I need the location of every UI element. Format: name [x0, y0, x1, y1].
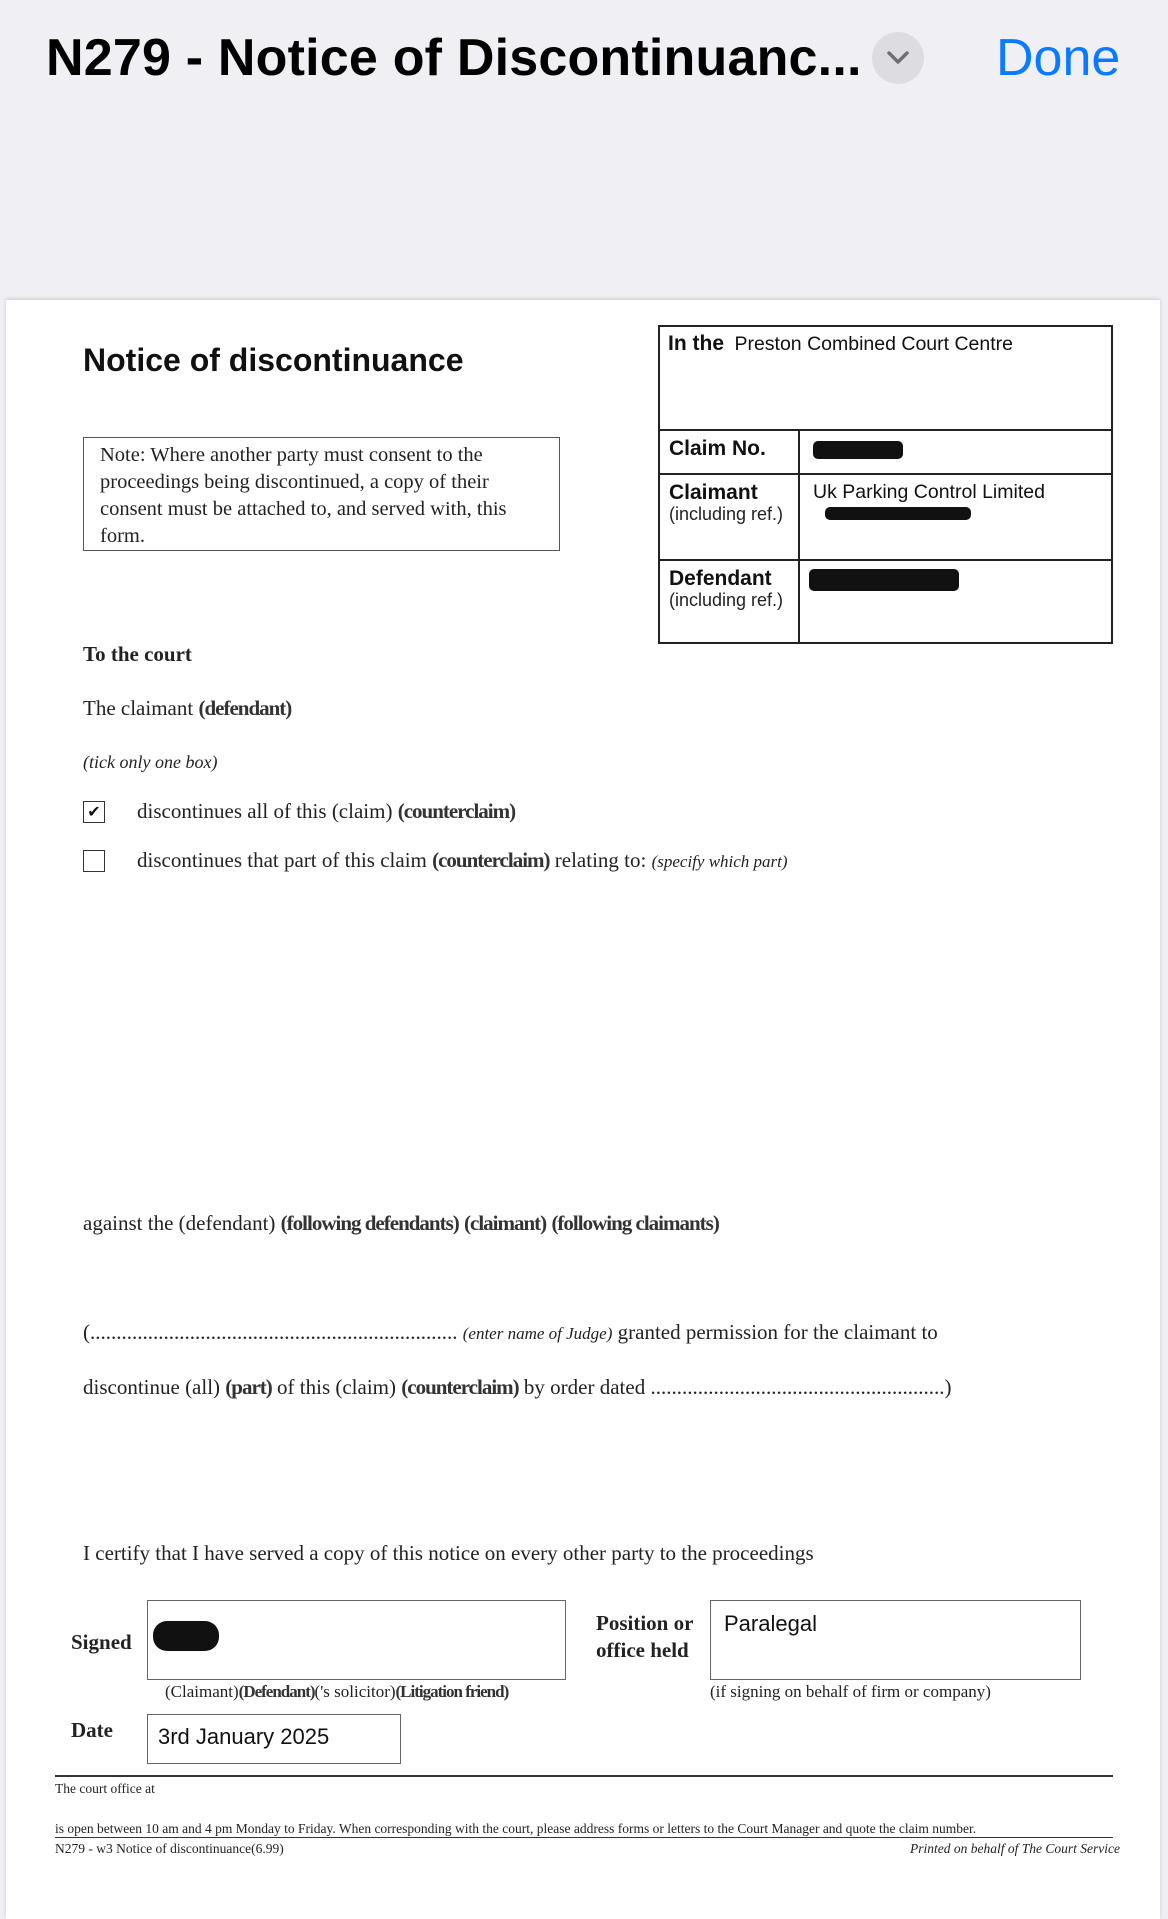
claim-no-label: Claim No. — [669, 437, 766, 460]
done-button[interactable]: Done — [996, 29, 1121, 87]
office-hours-text: is open between 10 am and 4 pm Monday to Friday. When corresponding with the court, please address forms or letters to the Court Manager and quote the claim number. — [55, 1821, 977, 1836]
discontinue-all-checkbox[interactable] — [83, 801, 105, 823]
in-the-label: In the — [668, 332, 724, 355]
option-part-row — [83, 850, 105, 872]
signature-field[interactable] — [147, 1600, 566, 1680]
claimant-name: Uk Parking Control Limited — [813, 481, 1045, 503]
signed-label: Signed — [71, 1630, 132, 1654]
redacted-signature — [153, 1621, 219, 1651]
claimant-statement: The claimant (defendant) — [83, 696, 292, 720]
claim-no-row — [660, 431, 1111, 475]
claimant-row — [660, 475, 1111, 561]
redacted-defendant-name — [809, 569, 959, 591]
redacted-claim-number — [813, 441, 903, 459]
form-heading: Notice of discontinuance — [83, 342, 464, 378]
claimant-label: Claimant — [669, 481, 758, 504]
printed-on-behalf: Printed on behalf of The Court Service — [910, 1841, 1120, 1856]
defendant-label: Defendant — [669, 567, 772, 590]
redacted-claimant-ref — [825, 507, 971, 520]
consent-note: Note: Where another party must consent to the proceedings being discontinued, a copy of their consent must be attached to, and served with, this form. — [83, 437, 560, 551]
date-label: Date — [71, 1718, 113, 1742]
position-field[interactable]: Paralegal — [710, 1600, 1081, 1680]
tick-instruction: (tick only one box) — [83, 752, 218, 772]
position-label: Position or office held — [596, 1611, 694, 1662]
struck-defendant: (defendant) — [198, 696, 292, 720]
option-all-row — [83, 801, 105, 823]
footer-rule — [55, 1837, 1113, 1838]
court-office-text: The court office at — [55, 1781, 155, 1796]
court-row — [660, 327, 1111, 431]
defendant-row — [660, 561, 1111, 642]
document-title: N279 - Notice of Discontinuanc... — [46, 29, 862, 87]
option-all-text: discontinues all of this (claim) (counterclaim) — [137, 799, 516, 823]
judge-permission-line: (...................................................................... (enter name of Judge) granted permission for the claimant to — [83, 1320, 938, 1344]
nav-bar — [0, 0, 1168, 300]
claimant-sub-label: (including ref.) — [669, 504, 784, 524]
defendant-sub-label: (including ref.) — [669, 590, 784, 610]
title-menu-button[interactable] — [872, 32, 924, 84]
option-part-text: discontinues that part of this claim (counterclaim) relating to: (specify which part) — [137, 848, 788, 872]
chevron-down-icon — [886, 50, 910, 66]
position-caption: (if signing on behalf of firm or company) — [710, 1682, 991, 1701]
form-identifier: N279 - w3 Notice of discontinuance(6.99) — [55, 1841, 284, 1856]
court-name: Preston Combined Court Centre — [734, 333, 1014, 355]
date-field[interactable]: 3rd January 2025 — [147, 1714, 401, 1764]
discontinue-part-checkbox[interactable] — [83, 850, 105, 872]
to-the-court-heading: To the court — [83, 642, 192, 666]
checkmark-icon: ✔ — [87, 804, 101, 821]
document-page[interactable] — [6, 300, 1160, 1919]
against-statement: against the (defendant) (following defendants) (claimant) (following claimants) — [83, 1211, 719, 1235]
footer-divider — [55, 1775, 1113, 1777]
signer-role-caption: (Claimant)(Defendant)('s solicitor)(Litigation friend) — [165, 1682, 509, 1701]
order-dated-line: discontinue (all) (part) of this (claim) (counterclaim) by order dated ........................................................) — [83, 1375, 952, 1399]
certify-statement: I certify that I have served a copy of this notice on every other party to the proceedings — [83, 1541, 814, 1565]
court-details-table — [658, 325, 1113, 644]
